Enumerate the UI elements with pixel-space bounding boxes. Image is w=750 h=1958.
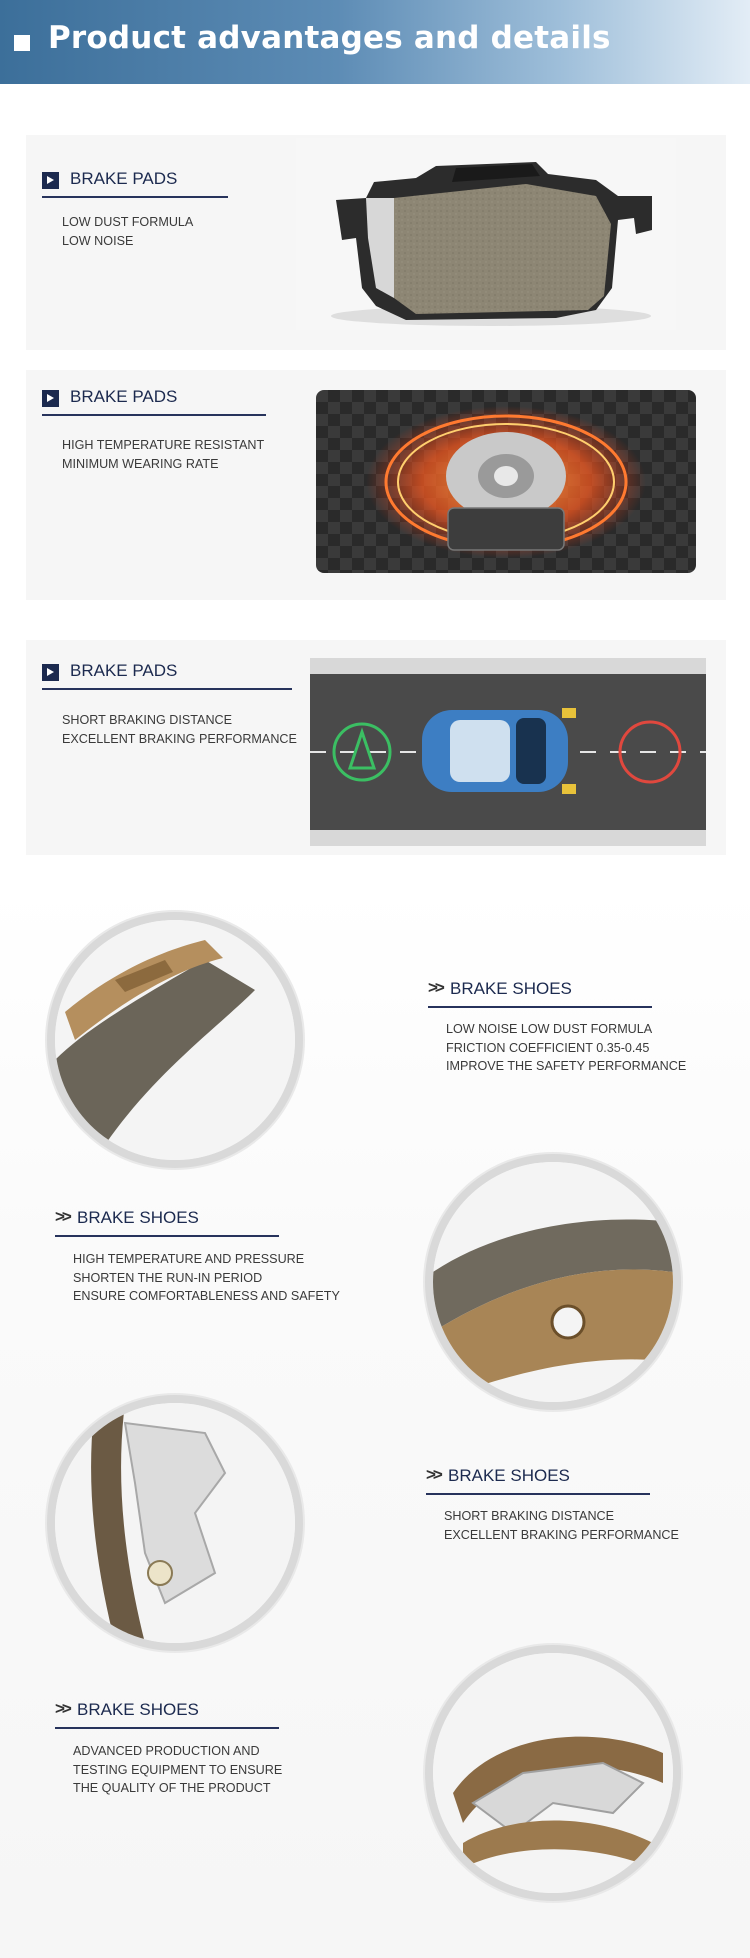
brake-pad-image [296,138,676,330]
chevron-right-icon [42,664,59,681]
shoe-heading-label: BRAKE SHOES [77,1208,199,1227]
shoe-description-2: HIGH TEMPERATURE AND PRESSURE SHORTEN THE RUN-IN PERIOD ENSURE COMFORTABLENESS AND SAFETY [73,1252,340,1303]
chevron-right-icon [42,172,59,189]
chevron-right-icon [42,390,59,407]
pad-heading-label: BRAKE PADS [70,661,178,680]
pad-description-3: SHORT BRAKING DISTANCE EXCELLENT BRAKING PERFORMANCE [62,713,297,746]
double-chevron-icon: >> [428,978,442,997]
heading-underline [42,688,292,690]
double-chevron-icon: >> [55,1699,69,1718]
heading-underline [42,196,228,198]
double-chevron-icon: >> [55,1207,69,1226]
heading-underline [42,414,266,416]
pad-heading-label: BRAKE PADS [70,387,178,406]
shoe-description-4: ADVANCED PRODUCTION AND TESTING EQUIPMENT TO ENSURE THE QUALITY OF THE PRODUCT [73,1744,283,1795]
heading-underline [426,1493,650,1495]
square-bullet-icon [14,35,30,51]
section-header [0,0,750,84]
brake-shoe-image-2 [433,1162,673,1402]
brake-shoe-image-3 [55,1403,295,1643]
pad-heading-label: BRAKE PADS [70,169,178,188]
shoe-description-1: LOW NOISE LOW DUST FORMULA FRICTION COEFFICIENT 0.35-0.45 IMPROVE THE SAFETY PERFORMANCE [446,1022,687,1073]
heading-underline [55,1235,279,1237]
heading-underline [55,1727,279,1729]
brake-shoe-image-1 [55,920,295,1160]
shoe-heading-label: BRAKE SHOES [77,1700,199,1719]
shoe-heading-label: BRAKE SHOES [448,1466,570,1485]
double-chevron-icon: >> [426,1465,440,1484]
shoe-heading-label: BRAKE SHOES [450,979,572,998]
shoe-description-3: SHORT BRAKING DISTANCE EXCELLENT BRAKING PERFORMANCE [444,1509,679,1542]
page-title: Product advantages and details [48,20,611,56]
pad-description-2: HIGH TEMPERATURE RESISTANT MINIMUM WEARING RATE [62,438,265,471]
heated-brake-disc-image [316,390,696,573]
brake-shoe-image-4 [433,1653,673,1893]
heading-underline [428,1006,652,1008]
car-braking-road-image [310,658,706,846]
pad-description-1: LOW DUST FORMULA LOW NOISE [62,215,194,248]
